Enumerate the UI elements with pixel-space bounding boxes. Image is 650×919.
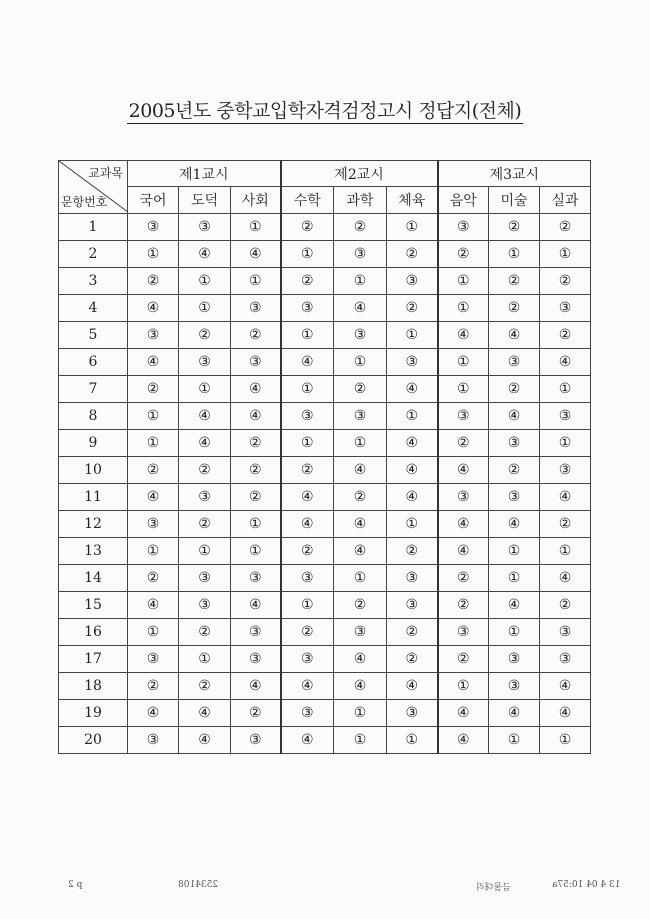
document-title: 2005년도 중학교입학자격검정고시 정답지(전체) (128, 100, 522, 122)
answer-cell: ② (231, 322, 281, 349)
question-number: 2 (59, 241, 128, 268)
question-number: 18 (59, 673, 128, 700)
answer-cell: ② (489, 214, 540, 241)
table-row (59, 295, 591, 322)
answer-cell: ① (334, 565, 387, 592)
answer-cell: ① (281, 322, 334, 349)
answer-cell: ① (179, 646, 231, 673)
answer-cell: ① (489, 538, 540, 565)
answer-cell: ③ (128, 727, 179, 754)
footer-page: p 2 (68, 880, 83, 890)
answer-cell: ③ (128, 646, 179, 673)
answer-cell: ④ (128, 295, 179, 322)
answer-cell: ④ (438, 322, 489, 349)
session-2-header: 제2교시 (281, 161, 438, 187)
answer-cell: ① (489, 727, 540, 754)
answer-cell: ② (281, 268, 334, 295)
question-number: 4 (59, 295, 128, 322)
answer-cell: ④ (334, 538, 387, 565)
answer-cell: ① (438, 295, 489, 322)
answer-cell: ④ (334, 646, 387, 673)
answer-cell: ① (128, 430, 179, 457)
answer-cell: ③ (489, 484, 540, 511)
subject-header-row (59, 187, 591, 214)
answer-cell: ① (438, 673, 489, 700)
answer-cell: ③ (179, 214, 231, 241)
answer-cell: ④ (540, 484, 591, 511)
answer-cell: ② (179, 673, 231, 700)
answer-cell: ① (334, 430, 387, 457)
answer-cell: ① (438, 268, 489, 295)
table-row (59, 673, 591, 700)
answer-cell: ④ (128, 700, 179, 727)
answer-cell: ④ (438, 457, 489, 484)
subject-header: 사회 (231, 187, 281, 214)
answer-cell: ③ (128, 322, 179, 349)
answer-cell: ③ (387, 268, 438, 295)
answer-cell: ③ (231, 727, 281, 754)
answer-cell: ④ (128, 349, 179, 376)
corner-subject-label: 교과목 (88, 166, 123, 180)
subject-header: 과학 (334, 187, 387, 214)
answer-cell: ③ (281, 700, 334, 727)
answer-cell: ④ (489, 700, 540, 727)
table-row (59, 430, 591, 457)
answer-cell: ② (387, 538, 438, 565)
answer-cell: ① (540, 727, 591, 754)
answer-cell: ① (179, 538, 231, 565)
answer-cell: ④ (128, 484, 179, 511)
answer-cell: ① (540, 538, 591, 565)
answer-cell: ② (540, 511, 591, 538)
answer-cell: ② (281, 538, 334, 565)
answer-cell: ④ (438, 727, 489, 754)
answer-cell: ④ (334, 457, 387, 484)
answer-cell: ③ (334, 619, 387, 646)
answer-cell: ① (231, 214, 281, 241)
question-number: 19 (59, 700, 128, 727)
answer-cell: ④ (281, 673, 334, 700)
answer-cell: ② (334, 484, 387, 511)
answer-cell: ③ (281, 403, 334, 430)
question-number: 14 (59, 565, 128, 592)
answer-cell: ② (281, 619, 334, 646)
answer-cell: ② (231, 430, 281, 457)
corner-question-label: 문항번호 (61, 195, 108, 209)
table-row (59, 646, 591, 673)
answer-cell: ② (231, 484, 281, 511)
answer-cell: ① (128, 619, 179, 646)
answer-cell: ④ (281, 727, 334, 754)
table-row (59, 214, 591, 241)
answer-cell: ② (128, 376, 179, 403)
answer-cell: ③ (231, 565, 281, 592)
answer-cell: ① (179, 268, 231, 295)
answer-cell: ③ (281, 646, 334, 673)
subject-header: 실과 (540, 187, 591, 214)
table-row (59, 403, 591, 430)
question-number: 8 (59, 403, 128, 430)
answer-cell: ③ (540, 619, 591, 646)
table-row (59, 457, 591, 484)
answer-cell: ③ (540, 403, 591, 430)
question-number: 5 (59, 322, 128, 349)
answer-cell: ③ (438, 214, 489, 241)
answer-cell: ① (387, 727, 438, 754)
answer-cell: ② (281, 457, 334, 484)
answer-cell: ③ (540, 295, 591, 322)
footer-sender: 금물대리 (476, 883, 511, 893)
answer-cell: ② (334, 214, 387, 241)
answer-cell: ① (540, 376, 591, 403)
table-row (59, 727, 591, 754)
answer-cell: ① (387, 511, 438, 538)
question-number: 10 (59, 457, 128, 484)
answer-cell: ③ (334, 403, 387, 430)
answer-cell: ③ (231, 619, 281, 646)
answer-cell: ① (281, 241, 334, 268)
subject-header: 수학 (281, 187, 334, 214)
answer-cell: ② (179, 511, 231, 538)
question-number: 12 (59, 511, 128, 538)
answer-cell: ④ (489, 403, 540, 430)
answer-cell: ② (489, 295, 540, 322)
answer-cell: ① (489, 619, 540, 646)
answer-cell: ③ (334, 322, 387, 349)
answer-cell: ① (334, 349, 387, 376)
answer-cell: ③ (231, 295, 281, 322)
table-row (59, 376, 591, 403)
answer-cell: ④ (540, 700, 591, 727)
answer-cell: ④ (179, 403, 231, 430)
answer-cell: ② (334, 592, 387, 619)
subject-header: 체육 (387, 187, 438, 214)
answer-cell: ① (438, 376, 489, 403)
answer-cell: ② (128, 268, 179, 295)
answer-cell: ② (128, 457, 179, 484)
answer-cell: ① (179, 295, 231, 322)
answer-cell: ② (128, 565, 179, 592)
table-row (59, 349, 591, 376)
table-row (59, 511, 591, 538)
answer-cell: ④ (281, 511, 334, 538)
answer-cell: ④ (334, 673, 387, 700)
answer-cell: ① (231, 511, 281, 538)
answer-cell: ③ (489, 349, 540, 376)
question-number: 7 (59, 376, 128, 403)
answer-cell: ④ (540, 565, 591, 592)
answer-cell: ② (489, 457, 540, 484)
answer-cell: ② (179, 322, 231, 349)
answer-cell: ① (334, 268, 387, 295)
answer-cell: ② (438, 430, 489, 457)
question-number: 3 (59, 268, 128, 295)
answer-cell: ④ (438, 511, 489, 538)
table-row (59, 592, 591, 619)
answer-cell: ③ (387, 700, 438, 727)
answer-cell: ② (231, 700, 281, 727)
answer-cell: ③ (489, 430, 540, 457)
answer-cell: ③ (281, 565, 334, 592)
answer-cell: ③ (128, 214, 179, 241)
answer-cell: ③ (387, 349, 438, 376)
answer-cell: ① (334, 700, 387, 727)
answer-cell: ③ (231, 646, 281, 673)
answer-cell: ① (387, 214, 438, 241)
answer-cell: ④ (231, 241, 281, 268)
answer-cell: ① (128, 538, 179, 565)
question-number: 20 (59, 727, 128, 754)
answer-cell: ③ (438, 619, 489, 646)
answer-cell: ④ (540, 673, 591, 700)
answer-cell: ② (489, 376, 540, 403)
answer-table-body (59, 214, 591, 754)
answer-cell: ④ (387, 376, 438, 403)
answer-cell: ② (179, 619, 231, 646)
answer-cell: ① (489, 241, 540, 268)
table-row (59, 538, 591, 565)
answer-cell: ④ (179, 700, 231, 727)
answer-cell: ④ (231, 592, 281, 619)
question-number: 15 (59, 592, 128, 619)
answer-cell: ② (387, 241, 438, 268)
answer-cell: ④ (387, 430, 438, 457)
answer-cell: ④ (438, 538, 489, 565)
answer-cell: ③ (387, 565, 438, 592)
subject-header: 도덕 (179, 187, 231, 214)
answer-cell: ② (540, 214, 591, 241)
answer-cell: ④ (231, 376, 281, 403)
answer-cell: ① (281, 376, 334, 403)
answer-cell: ① (540, 241, 591, 268)
answer-cell: ② (540, 268, 591, 295)
corner-header-cell (59, 161, 128, 214)
answer-cell: ③ (179, 484, 231, 511)
session-1-header: 제1교시 (128, 161, 281, 187)
answer-cell: ④ (387, 484, 438, 511)
answer-cell: ① (179, 376, 231, 403)
answer-cell: ④ (281, 349, 334, 376)
answer-cell: ① (334, 727, 387, 754)
answer-cell: ② (489, 268, 540, 295)
table-row (59, 484, 591, 511)
answer-cell: ① (438, 349, 489, 376)
question-number: 13 (59, 538, 128, 565)
table-row (59, 700, 591, 727)
answer-cell: ④ (128, 592, 179, 619)
answer-cell: ② (179, 457, 231, 484)
answer-cell: ③ (179, 565, 231, 592)
answer-cell: ③ (489, 673, 540, 700)
answer-cell: ③ (438, 484, 489, 511)
answer-cell: ② (438, 565, 489, 592)
answer-cell: ③ (128, 511, 179, 538)
answer-cell: ① (387, 403, 438, 430)
question-number: 1 (59, 214, 128, 241)
answer-cell: ② (438, 592, 489, 619)
question-number: 11 (59, 484, 128, 511)
subject-header: 음악 (438, 187, 489, 214)
answer-cell: ② (231, 457, 281, 484)
answer-cell: ① (128, 241, 179, 268)
answer-cell: ② (128, 673, 179, 700)
answer-cell: ② (281, 214, 334, 241)
answer-cell: ② (540, 592, 591, 619)
table-row (59, 241, 591, 268)
answer-cell: ④ (438, 700, 489, 727)
answer-cell: ② (387, 295, 438, 322)
subject-header: 국어 (128, 187, 179, 214)
answer-cell: ② (334, 376, 387, 403)
footer-timestamp: 13 4 04 10:57a (552, 880, 621, 890)
answer-cell: ④ (387, 673, 438, 700)
subject-header: 미술 (489, 187, 540, 214)
question-number: 17 (59, 646, 128, 673)
answer-cell: ④ (489, 511, 540, 538)
answer-cell: ④ (387, 457, 438, 484)
answer-cell: ② (438, 646, 489, 673)
answer-cell: ④ (334, 511, 387, 538)
answer-cell: ④ (334, 295, 387, 322)
answer-cell: ③ (540, 457, 591, 484)
question-number: 16 (59, 619, 128, 646)
table-row (59, 268, 591, 295)
answer-cell: ① (231, 538, 281, 565)
answer-cell: ④ (179, 727, 231, 754)
answer-cell: ③ (438, 403, 489, 430)
answer-table (58, 160, 591, 754)
answer-cell: ③ (179, 349, 231, 376)
table-row (59, 565, 591, 592)
question-number: 9 (59, 430, 128, 457)
answer-cell: ② (540, 322, 591, 349)
answer-cell: ④ (179, 430, 231, 457)
answer-cell: ③ (540, 646, 591, 673)
answer-cell: ① (387, 322, 438, 349)
answer-cell: ① (281, 430, 334, 457)
answer-cell: ③ (387, 592, 438, 619)
answer-cell: ② (387, 619, 438, 646)
answer-cell: ④ (231, 403, 281, 430)
answer-cell: ① (281, 592, 334, 619)
answer-cell: ① (128, 403, 179, 430)
table-row (59, 619, 591, 646)
answer-cell: ③ (179, 592, 231, 619)
table-row (59, 322, 591, 349)
answer-cell: ① (231, 268, 281, 295)
answer-cell: ④ (231, 673, 281, 700)
answer-cell: ② (387, 646, 438, 673)
question-number: 6 (59, 349, 128, 376)
answer-cell: ③ (231, 349, 281, 376)
session-header-row (59, 161, 591, 187)
answer-cell: ① (540, 430, 591, 457)
session-3-header: 제3교시 (438, 161, 591, 187)
answer-cell: ③ (489, 646, 540, 673)
answer-cell: ③ (281, 295, 334, 322)
answer-cell: ④ (540, 349, 591, 376)
answer-cell: ③ (334, 241, 387, 268)
answer-cell: ④ (179, 241, 231, 268)
answer-cell: ① (489, 565, 540, 592)
footer-fax-number: 2534108 (178, 880, 219, 890)
answer-cell: ④ (489, 322, 540, 349)
answer-cell: ④ (281, 484, 334, 511)
answer-cell: ④ (489, 592, 540, 619)
answer-cell: ② (438, 241, 489, 268)
